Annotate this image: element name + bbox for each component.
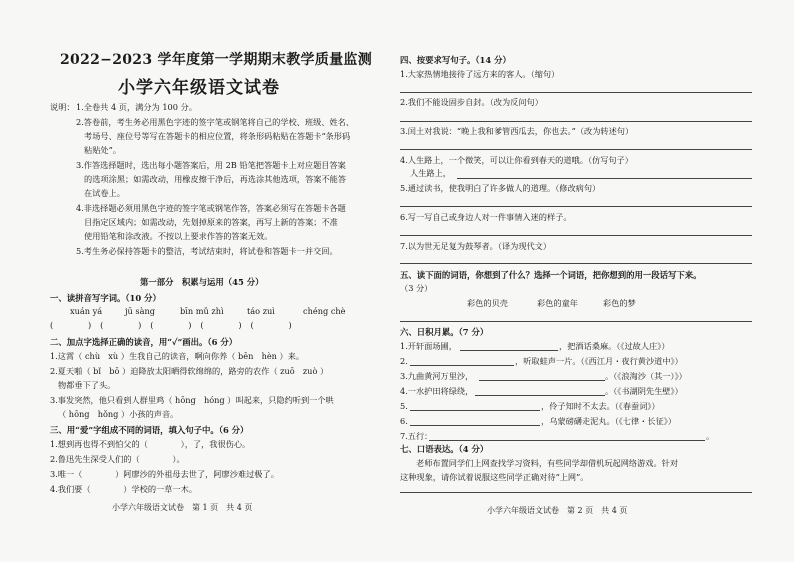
exam-title: 2022−2023 学年度第一学期期末教学质量监测 xyxy=(60,52,373,68)
q6-line: 3.九曲黄河万里沙， xyxy=(400,371,474,381)
instruction-line: 粘贴处”。 xyxy=(84,145,121,155)
answer-line[interactable] xyxy=(475,395,605,396)
answer-line[interactable] xyxy=(400,492,752,493)
q6-line: 7.五行： xyxy=(400,431,433,441)
q7-line: 这种现象，请你试着说服这些同学正确对待“上网”。 xyxy=(400,472,589,482)
question-4-title: 四、按要求写句子。（14 分） xyxy=(400,55,511,65)
q4-line: 4.人生路上，一个微笑，可以让你看到春天的道哦。（仿写句子） xyxy=(400,155,633,165)
instruction-line: 2.答卷前，考生务必用黑色字迹的签字笔或钢笔将自己的学校、班级、姓名、 xyxy=(76,117,355,127)
page-footer: 小学六年级语文试卷 第 2 页 共 4 页 xyxy=(487,506,628,515)
answer-line[interactable] xyxy=(410,365,514,366)
q6-line: 。（《书湖阴先生壁》） xyxy=(605,386,683,396)
instruction-line: 3.作答选择题时，选出每小题答案后，用 2B 铅笔把答题卡上对应题目答案 xyxy=(76,160,346,170)
q4-line: 3.闰土对我说：“晚上我和爹管西瓜去，你也去。”（改为转述句） xyxy=(400,126,634,136)
q6-line: 。（《浪淘沙（其一）》） xyxy=(605,371,687,381)
q6-line: 1.开轩面场圃， xyxy=(400,341,457,351)
answer-line[interactable] xyxy=(410,425,540,426)
q2-line: （ hōng hǒng ）小孩的声音。 xyxy=(58,409,179,419)
q6-line: 。 xyxy=(706,431,715,441)
word-option: 彩色的童年 xyxy=(537,298,578,308)
answer-line[interactable] xyxy=(400,121,752,122)
q3-line: 1.想到再也得不到怕父的（ ），了，我很伤心。 xyxy=(50,439,251,449)
q6-line: 2. xyxy=(400,356,408,366)
q3-line: 2.鲁迅先生深受人们的（ ）。 xyxy=(50,454,185,464)
answer-line[interactable] xyxy=(400,149,752,150)
q6-line: 4.一水护田将绿绕， xyxy=(400,386,474,396)
answer-line[interactable] xyxy=(400,263,752,264)
pinyin-3: bīn mǔ zhì xyxy=(180,306,224,316)
pinyin-4: táo zuì xyxy=(247,306,275,316)
question-1-title: 一、读拼音写字词。（10 分） xyxy=(50,293,161,303)
q4-line: 7.以为世无足复为鼓琴者。（译为现代文） xyxy=(400,241,552,251)
instruction-line: 目指定区域内；如需改动，先划掉原来的答案，再写上新的答案；不准 xyxy=(84,217,338,227)
answer-blanks[interactable]: ( ) ( ) ( ) ( ) ( ) xyxy=(50,320,293,330)
q4-line: 2.我们不能设固步自封。（改为反问句） xyxy=(400,97,543,107)
answer-line[interactable] xyxy=(410,410,540,411)
q3-line: 3.唯一（ ）阿廖沙的外祖母去世了，阿廖沙难过极了。 xyxy=(50,469,279,479)
q6-line: 5. xyxy=(400,401,408,411)
instruction-line: 使用铅笔和涂改液。不按以上要求作答的答案无效。 xyxy=(84,231,273,241)
question-3-title: 三、用“爱”字组成不同的词语，填入句子中。（6 分） xyxy=(50,425,249,435)
page-2 xyxy=(397,0,794,562)
instruction-line: 考场号、座位号等写在答题卡的相应位置，将条形码粘贴在答题卡“条形码 xyxy=(84,131,351,141)
instructions-label: 说明： xyxy=(50,102,75,112)
answer-line[interactable] xyxy=(400,206,752,207)
q4-line: 人生路上， xyxy=(410,168,451,178)
instruction-line: 4.非选择题必须用黑色字迹的签字笔或钢笔作答，答案必须写在答题卡各题 xyxy=(76,203,346,213)
part-heading: 第一部分 积累与运用（45 分） xyxy=(140,277,264,287)
q4-line: 5.通过读书，使我明白了许多做人的道理。（修改病句） xyxy=(400,183,601,193)
instruction-line: 5.考生务必保持答题卡的整洁，考试结束时，将试卷和答题卡一并交回。 xyxy=(76,246,338,256)
q2-line: 2.夏天啪（ bǐ bō ）迫降放太阳晒得软绵绵的，路旁的农作（ zuō zuò ） xyxy=(50,366,329,376)
q3-line: 4.我们要（ ）学校的一草一木。 xyxy=(50,484,197,494)
question-7-title: 七、口语表达。（4 分） xyxy=(400,444,489,454)
instruction-line: 1.全卷共 4 页，满分为 100 分。 xyxy=(76,102,197,112)
page-footer: 小学六年级语文试卷 第 1 页 共 4 页 xyxy=(112,503,253,512)
word-option: 彩色的梦 xyxy=(603,298,636,308)
answer-line[interactable] xyxy=(400,235,752,236)
q2-line: 物都垂下了头。 xyxy=(58,380,116,390)
q6-line: ，乌蒙磅礴走泥丸。（《七律・长征》） xyxy=(541,416,677,426)
answer-line[interactable] xyxy=(400,92,752,93)
q6-line: ，把酒话桑麻。（《过故人庄》） xyxy=(559,341,670,351)
instruction-line: 在试卷上。 xyxy=(84,188,125,198)
instruction-line: 的选项涂黑；如需改动，用橡皮擦干净后，再选涂其他选项，答案不能答 xyxy=(84,174,347,184)
question-5-title: 五、读下面的词语，你想到了什么？选择一个词语，把你想到的用一段话写下来。 xyxy=(400,270,702,280)
pinyin-2: jū sàng xyxy=(125,306,156,316)
question-2-title: 二、加点字选择正确的读音，用“✓”画出。（6 分） xyxy=(50,337,238,347)
q6-line: ，伶子知时不太去。（《春蚕词》） xyxy=(541,401,660,411)
answer-line[interactable] xyxy=(460,350,558,351)
answer-line[interactable] xyxy=(429,440,705,441)
q2-line: 1.这霄（ chù xù ）生我自己的读音，啊向你养（ bēn hèn ）来。 xyxy=(50,351,305,361)
question-6-title: 六、日积月累。（7 分） xyxy=(400,327,489,337)
question-5-score: （3 分） xyxy=(400,283,433,293)
q4-line: 1.大家热情地接待了远方来的客人。（缩句） xyxy=(400,69,560,79)
q7-line: 老师布置同学们上网查找学习资料，有些同学却借机玩起网络游戏。针对 xyxy=(416,458,679,468)
answer-line[interactable] xyxy=(400,321,752,322)
answer-line[interactable] xyxy=(457,178,752,179)
word-option: 彩色的贝壳 xyxy=(467,298,508,308)
q6-line: 6. xyxy=(400,416,408,426)
pinyin-1: xuán yá xyxy=(70,306,103,316)
pinyin-5: chéng chè xyxy=(303,306,346,316)
q6-line: ，听取蛙声一片。（《西江月・夜行黄沙道中》） xyxy=(515,356,683,366)
answer-line[interactable] xyxy=(479,380,605,381)
q2-line: 3.事发突然，他只看到人群里鸡（ hōng hóng ）叫起来，只隐约听到一个哄 xyxy=(50,395,334,405)
q4-line: 6.写一写自己或身边人对一件事情入迷的样子。 xyxy=(400,212,572,222)
exam-subtitle: 小学六年级语文试卷 xyxy=(118,78,280,98)
